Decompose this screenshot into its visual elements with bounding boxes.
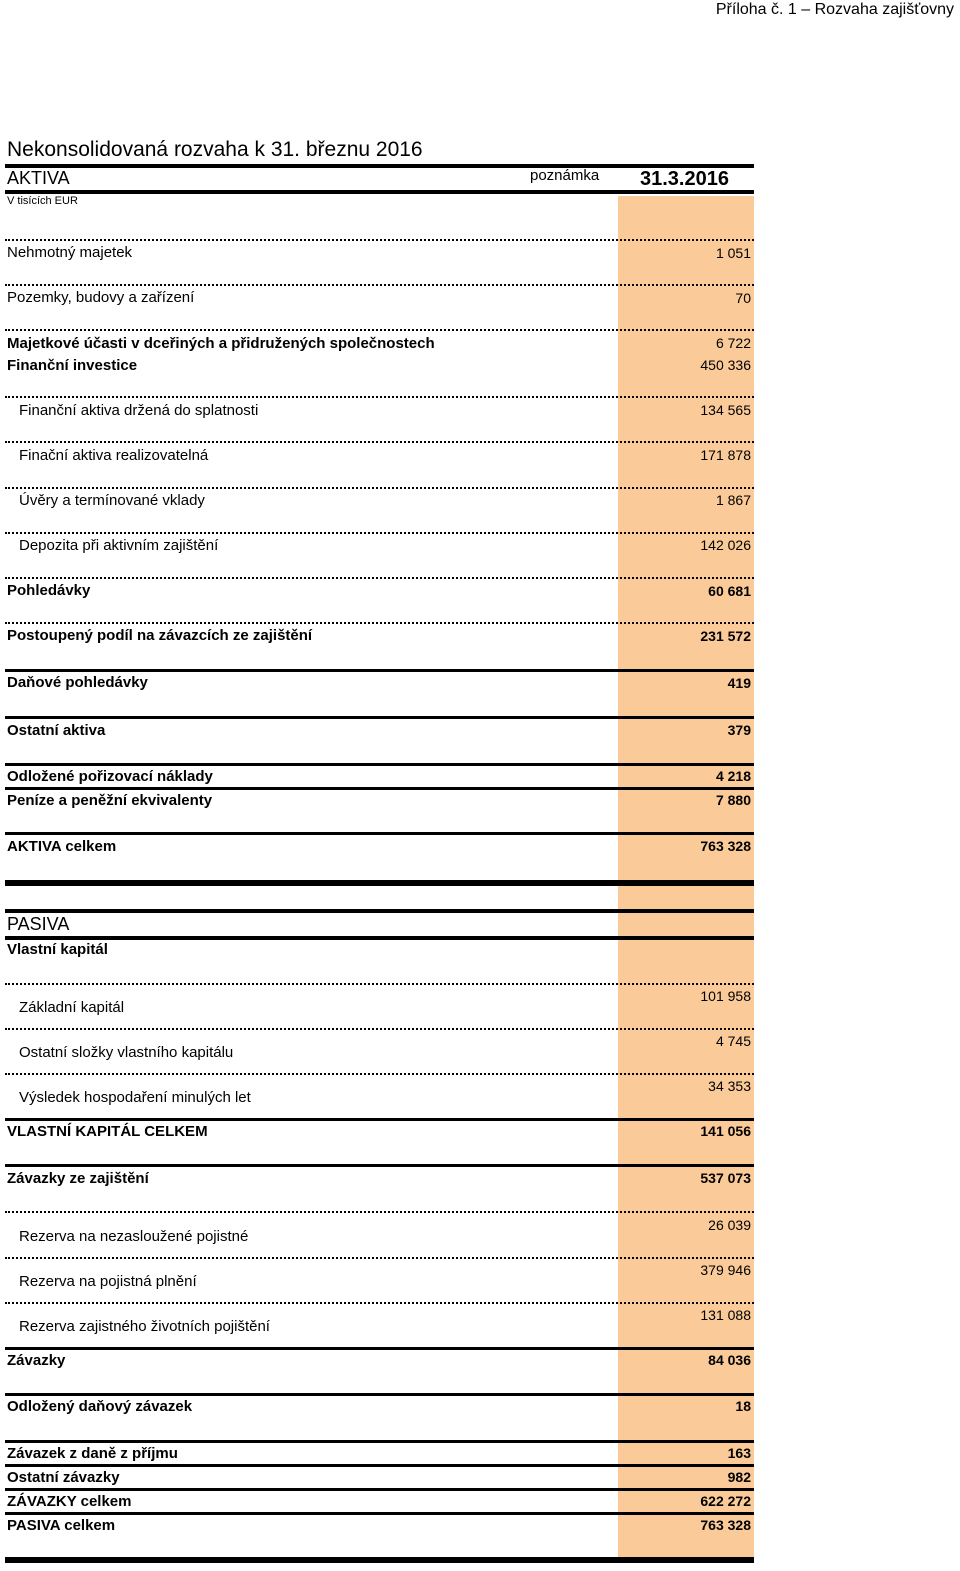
- row-separator: [5, 239, 754, 241]
- row-value: 60 681: [708, 583, 751, 599]
- row-separator: [5, 983, 754, 985]
- row-label: Odložený daňový závazek: [7, 1398, 193, 1415]
- aktiva-total-value: 763 328: [700, 838, 751, 854]
- row-separator: [5, 284, 754, 286]
- pasiva-total-label: PASIVA celkem: [7, 1517, 116, 1534]
- pasiva-total-value: 763 328: [700, 1517, 751, 1533]
- page-title: Nekonsolidovaná rozvaha k 31. březnu 2016: [7, 138, 423, 161]
- equity-total-value: 141 056: [700, 1123, 751, 1139]
- row-value: 134 565: [700, 402, 751, 418]
- row-rule: [5, 716, 754, 719]
- row-rule: [5, 1512, 754, 1515]
- row-value: 419: [727, 675, 751, 691]
- row-label: Depozita při aktivním zajištění: [19, 537, 219, 554]
- row-label: Závazky: [7, 1352, 66, 1369]
- row-label: Pohledávky: [7, 582, 91, 599]
- row-separator: [5, 487, 754, 489]
- row-rule: [5, 1440, 754, 1443]
- row-separator: [5, 577, 754, 579]
- row-value: 34 353: [708, 1078, 751, 1094]
- row-value: 1 867: [715, 492, 751, 508]
- date-column-header: 31.3.2016: [640, 168, 729, 190]
- row-rule: [5, 763, 754, 766]
- row-value: 537 073: [700, 1170, 751, 1186]
- row-label: Peníze a peněžní ekvivalenty: [7, 792, 213, 809]
- row-rule: [5, 1393, 754, 1396]
- row-separator: [5, 1073, 754, 1075]
- row-value: 26 039: [708, 1217, 751, 1233]
- row-value: 231 572: [700, 628, 751, 644]
- row-label: Ostatní složky vlastního kapitálu: [19, 1044, 234, 1061]
- row-label: Daňové pohledávky: [7, 674, 148, 691]
- row-separator: [5, 1257, 754, 1259]
- row-label: Nehmotný majetek: [7, 244, 133, 261]
- row-separator: [5, 329, 754, 331]
- row-rule: [5, 1347, 754, 1350]
- row-rule: [5, 1488, 754, 1491]
- row-value: 4 218: [715, 768, 751, 784]
- row-separator: [5, 396, 754, 398]
- note-column-header: poznámka: [530, 167, 600, 184]
- row-rule: [5, 832, 754, 835]
- row-separator: [5, 1211, 754, 1213]
- row-rule: [5, 787, 754, 790]
- row-value: 1 051: [715, 245, 751, 261]
- row-label: Úvěry a termínované vklady: [19, 492, 205, 509]
- equity-total-label: VLASTNÍ KAPITÁL CELKEM: [7, 1123, 208, 1140]
- row-value: 18: [735, 1398, 751, 1414]
- row-separator: [5, 441, 754, 443]
- row-label: Vlastní kapitál: [7, 941, 108, 958]
- row-label: Ostatní závazky: [7, 1469, 120, 1486]
- row-value: 450 336: [700, 357, 751, 373]
- row-value: 131 088: [700, 1307, 751, 1323]
- aktiva-total-label: AKTIVA celkem: [7, 838, 117, 855]
- row-value: 70: [735, 290, 751, 306]
- pasiva-rule-top: [5, 909, 754, 913]
- row-value: 7 880: [715, 792, 751, 808]
- row-rule: [5, 1464, 754, 1467]
- row-value: 379: [727, 722, 751, 738]
- row-separator: [5, 622, 754, 624]
- row-rule: [5, 669, 754, 672]
- row-label: Pozemky, budovy a zařízení: [7, 289, 195, 306]
- row-label: Finanční investice: [7, 357, 138, 374]
- row-label: Rezerva na pojistná plnění: [19, 1273, 197, 1290]
- row-value: 6 722: [715, 335, 751, 351]
- row-separator: [5, 532, 754, 534]
- row-label: Majetkové účasti v dceřiných a přidružených společnostech: [7, 335, 435, 352]
- table-bottom-rule: [5, 1557, 754, 1563]
- row-label: Postoupený podíl na závazcích ze zajištění: [7, 627, 313, 644]
- row-label: Základní kapitál: [19, 999, 125, 1016]
- section-divider: [5, 880, 754, 886]
- row-label: Rezerva na nezasloužené pojistné: [19, 1228, 249, 1245]
- row-label: Finační aktiva realizovatelná: [19, 447, 209, 464]
- row-separator: [5, 1028, 754, 1030]
- row-rule: [5, 1164, 754, 1167]
- aktiva-heading: AKTIVA: [7, 168, 70, 188]
- row-rule: [5, 1118, 754, 1121]
- liabilities-total-label: ZÁVAZKY celkem: [7, 1493, 132, 1510]
- appendix-label: Příloha č. 1 – Rozvaha zajišťovny: [715, 1, 954, 18]
- row-value: 982: [727, 1469, 751, 1485]
- row-label: Výsledek hospodaření minulých let: [19, 1089, 251, 1106]
- row-label: Odložené pořizovací náklady: [7, 768, 213, 785]
- row-value: 163: [727, 1445, 751, 1461]
- row-label: Závazky ze zajištění: [7, 1170, 149, 1187]
- pasiva-heading: PASIVA: [7, 914, 70, 934]
- units-note: V tisících EUR: [7, 195, 78, 207]
- row-value: 4 745: [715, 1033, 751, 1049]
- row-value: 379 946: [700, 1262, 751, 1278]
- header-rule-bottom: [5, 190, 754, 194]
- row-value: 101 958: [700, 988, 751, 1004]
- row-value: 171 878: [700, 447, 751, 463]
- row-label: Rezerva zajistného životních pojištění: [19, 1318, 270, 1335]
- row-label: Finanční aktiva držená do splatnosti: [19, 402, 259, 419]
- row-value: 84 036: [708, 1352, 751, 1368]
- liabilities-total-value: 622 272: [700, 1493, 751, 1509]
- row-value: 142 026: [700, 537, 751, 553]
- row-label: Závazek z daně z příjmu: [7, 1445, 178, 1462]
- row-separator: [5, 1302, 754, 1304]
- pasiva-rule-bottom: [5, 936, 754, 940]
- row-label: Ostatní aktiva: [7, 722, 106, 739]
